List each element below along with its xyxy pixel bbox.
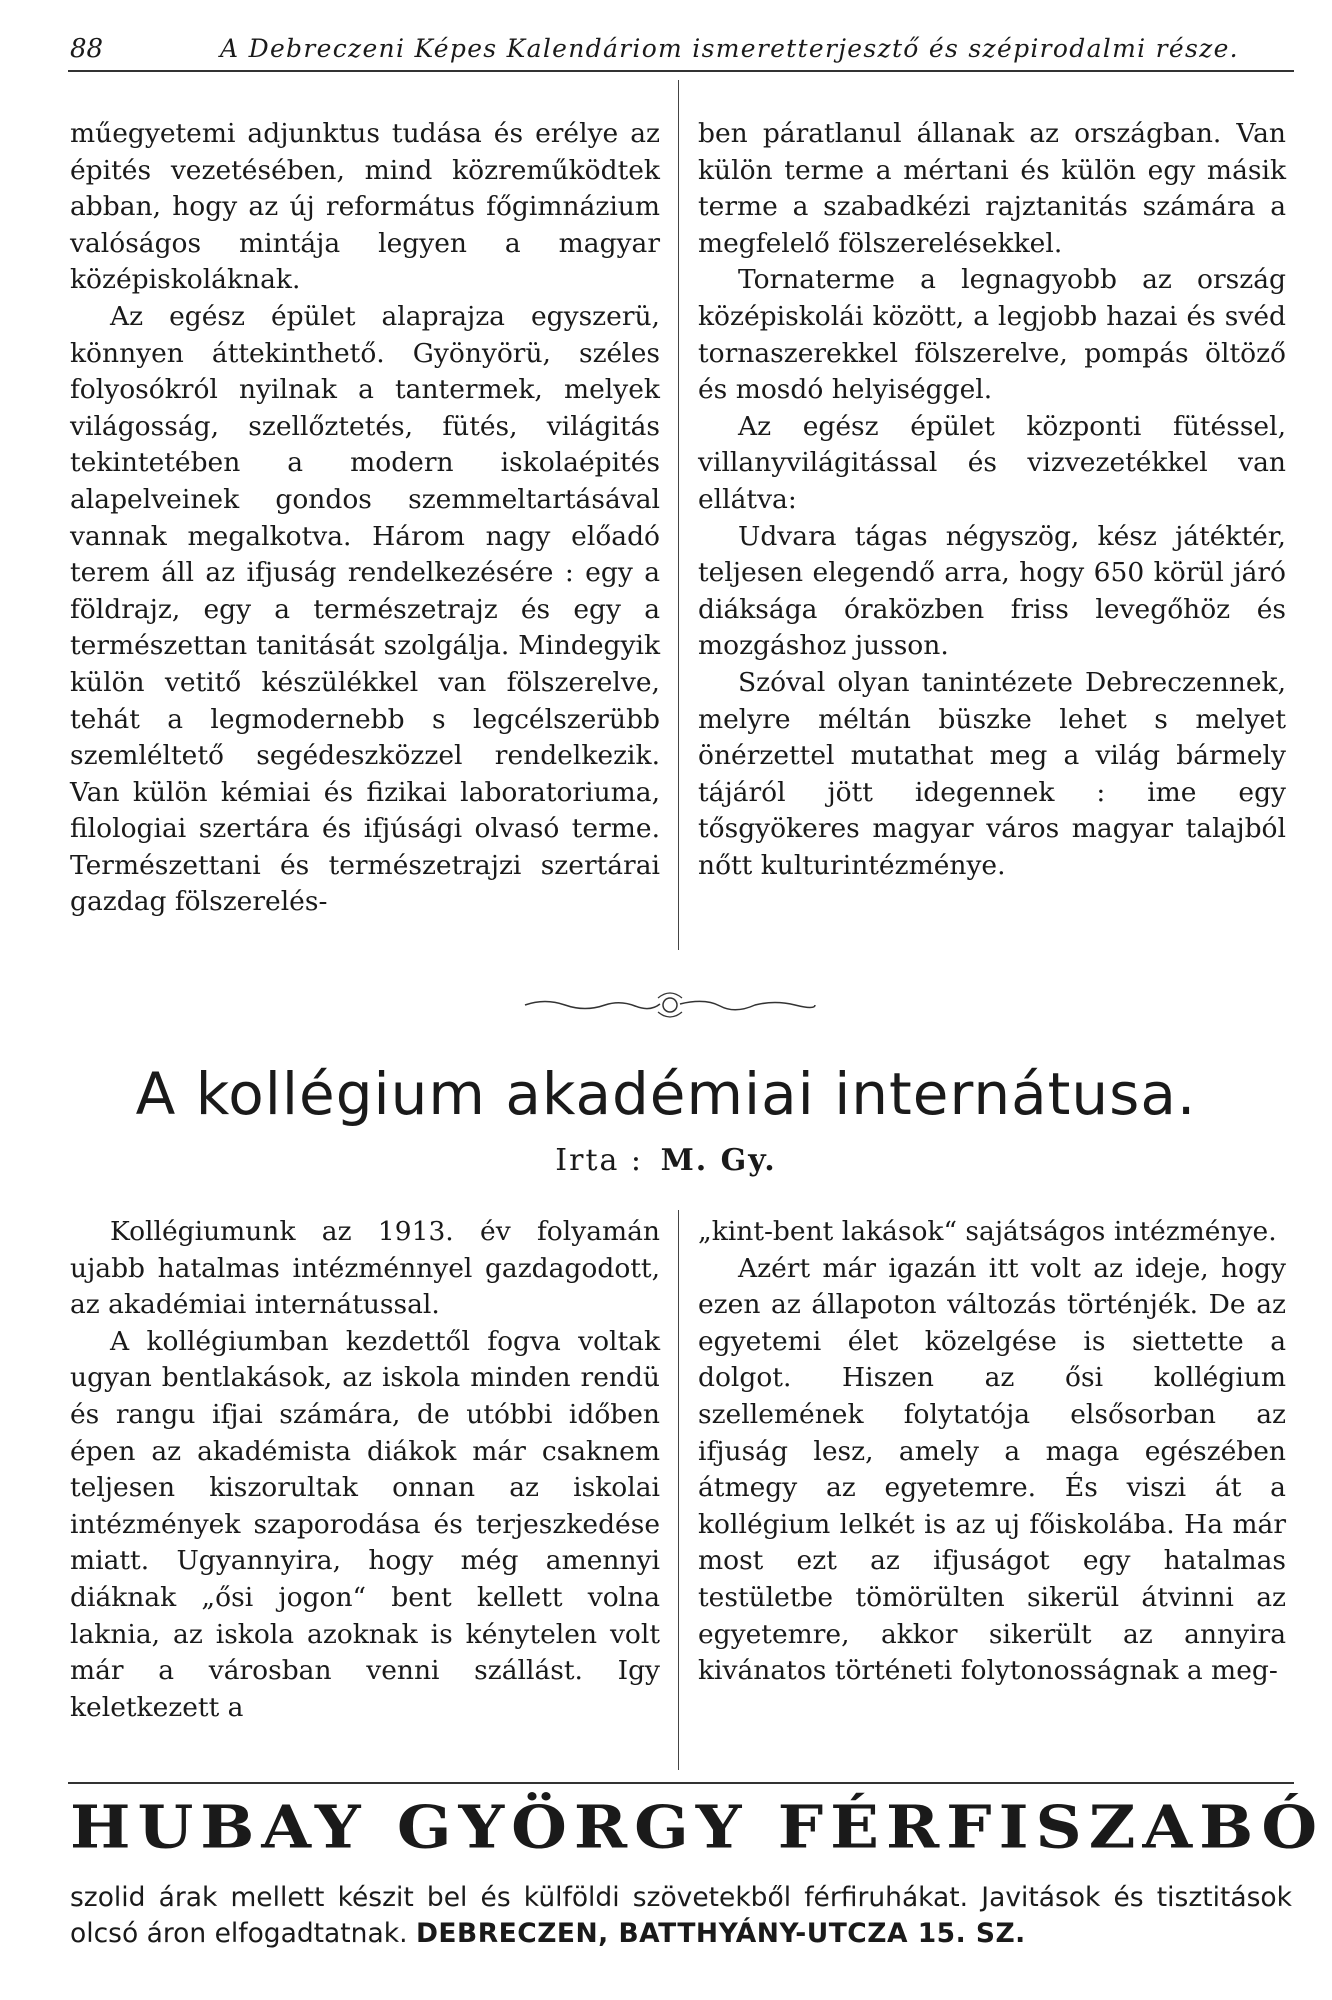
- header-rule: [68, 70, 1294, 72]
- advertisement-headline: HUBAY GYÖRGY FÉRFISZABÓ: [70, 1793, 1325, 1862]
- paragraph: Kollégiumunk az 1913. év folyamán ujabb hatalmas intézménnyel gazdagodott, az akadémiai internátussal.: [70, 1216, 660, 1321]
- column-divider-top: [678, 80, 679, 950]
- top-left-column: [70, 116, 660, 921]
- paragraph: műegyetemi adjunktus tudása és erélye az épités vezetésében, mind közreműködtek abban, hogy az új református főgimnázium valóságos mintája legyen a magyar középiskoláknak.: [70, 118, 660, 296]
- top-right-column: [698, 116, 1286, 884]
- column-divider-bottom: [678, 1210, 679, 1770]
- advertisement-body: szolid árak mellett készit bel és külföldi szövetekből férfiruhákat. Javitások és tisztitások olcsó áron elfogadtatnak.: [70, 1882, 1292, 1949]
- running-header: [70, 34, 1290, 68]
- paragraph: Az egész épület központi fütéssel, villanyvilágitással és vizvezetékkel van ellátva:: [698, 410, 1286, 515]
- advertisement-address: DEBRECZEN, BATTHYÁNY-UTCZA 15. SZ.: [415, 1918, 1026, 1949]
- byline-author: M. Gy.: [660, 1143, 777, 1178]
- paragraph: Az egész épület alaprajza egyszerü, könnyen áttekinthető. Gyönyörü, széles folyosókról nyilnak a tantermek, melyek világosság, szellőztetés, fütés, világitás tekintetében a modern iskolaépités alapelveinek gondos szemmeltartásával vannak megalkotva. Három nagy előadó terem áll az ifjuság rendelkezésére : egy a földrajz, egy a természetrajz és egy a természettan tanitását szolgálja. Mindegyik külön vetitő készülékkel van fölszerelve, tehát a legmodernebb s legcélszerübb szemléltető segédeszközzel rendelkezik. Van külön kémiai és fizikai laboratoriuma, filologiai szertára és ifjúsági olvasó terme. Természettani és természetrajzi szertárai gazdag fölszerelés-: [70, 300, 660, 918]
- paragraph: ben páratlanul állanak az országban. Van külön terme a mértani és külön egy másik terme a szabadkézi rajztanitás számára a megfelelő fölszerelésekkel.: [698, 118, 1286, 259]
- advertisement-text: [70, 1880, 1292, 1952]
- paragraph: Szóval olyan tanintézete Debreczennek, melyre méltán büszke lehet s melyet önérzettel mutathat meg a világ bármely tájáról jött idegennek : ime egy tősgyökeres magyar város magyar talajból nőtt kulturintézménye.: [698, 666, 1286, 881]
- ornament-divider: [520, 990, 820, 1020]
- bottom-right-column: [698, 1214, 1286, 1690]
- article-title: A kollégium akadémiai internátusa.: [135, 1060, 1197, 1128]
- paragraph: Udvara tágas négyszög, kész játéktér, teljesen elegendő arra, hogy 650 körül járó diáksága óraközben friss levegőhöz és mozgáshoz jusson.: [698, 520, 1286, 662]
- paragraph: Tornaterme a legnagyobb az ország középiskolái között, a legjobb hazai és svéd tornaszerekkel fölszerelve, pompás öltöző és mosdó helyiséggel.: [698, 264, 1286, 406]
- paragraph: „kint-bent lakások“ sajátságos intézménye.: [698, 1216, 1277, 1247]
- byline: [0, 1143, 1332, 1178]
- bottom-left-column: [70, 1214, 660, 1726]
- page-number: 88: [70, 34, 104, 64]
- paragraph: A kollégiumban kezdettől fogva voltak ugyan bentlakások, az iskola minden rendü és rangu ifjai számára, de utóbbi időben épen az akadémista diákok már csaknem teljesen kiszorultak onnan az iskolai intézmények szaporodása és terjeszkedése miatt. Ugyannyira, hogy még amennyi diáknak „ősi jogon“ bent kellett volna laknia, az iskola azoknak is kénytelen volt már a városban venni szállást. Igy keletkezett a: [70, 1325, 660, 1723]
- advertisement-rule: [68, 1782, 1294, 1784]
- running-header-title: A Debreczeni Képes Kalendáriom ismeretterjesztő és szépirodalmi része.: [220, 34, 1239, 63]
- byline-label: Irta :: [555, 1143, 644, 1178]
- paragraph: Azért már igazán itt volt az ideje, hogy ezen az állapoton változás történjék. De az egyetemi élet közelgése is siettette a dolgot. Hiszen az ősi kollégium szellemének folytatója elsősorban az ifjuság lesz, amely a maga egészében átmegy az egyetemre. És viszi át a kollégium lelkét is az uj főiskolába. Ha már most ezt az ifjuságot egy hatalmas testületbe tömörülten sikerül átvinni az egyetemre, akkor sikerült az annyira kivánatos történeti folytonosságnak a meg-: [698, 1252, 1286, 1687]
